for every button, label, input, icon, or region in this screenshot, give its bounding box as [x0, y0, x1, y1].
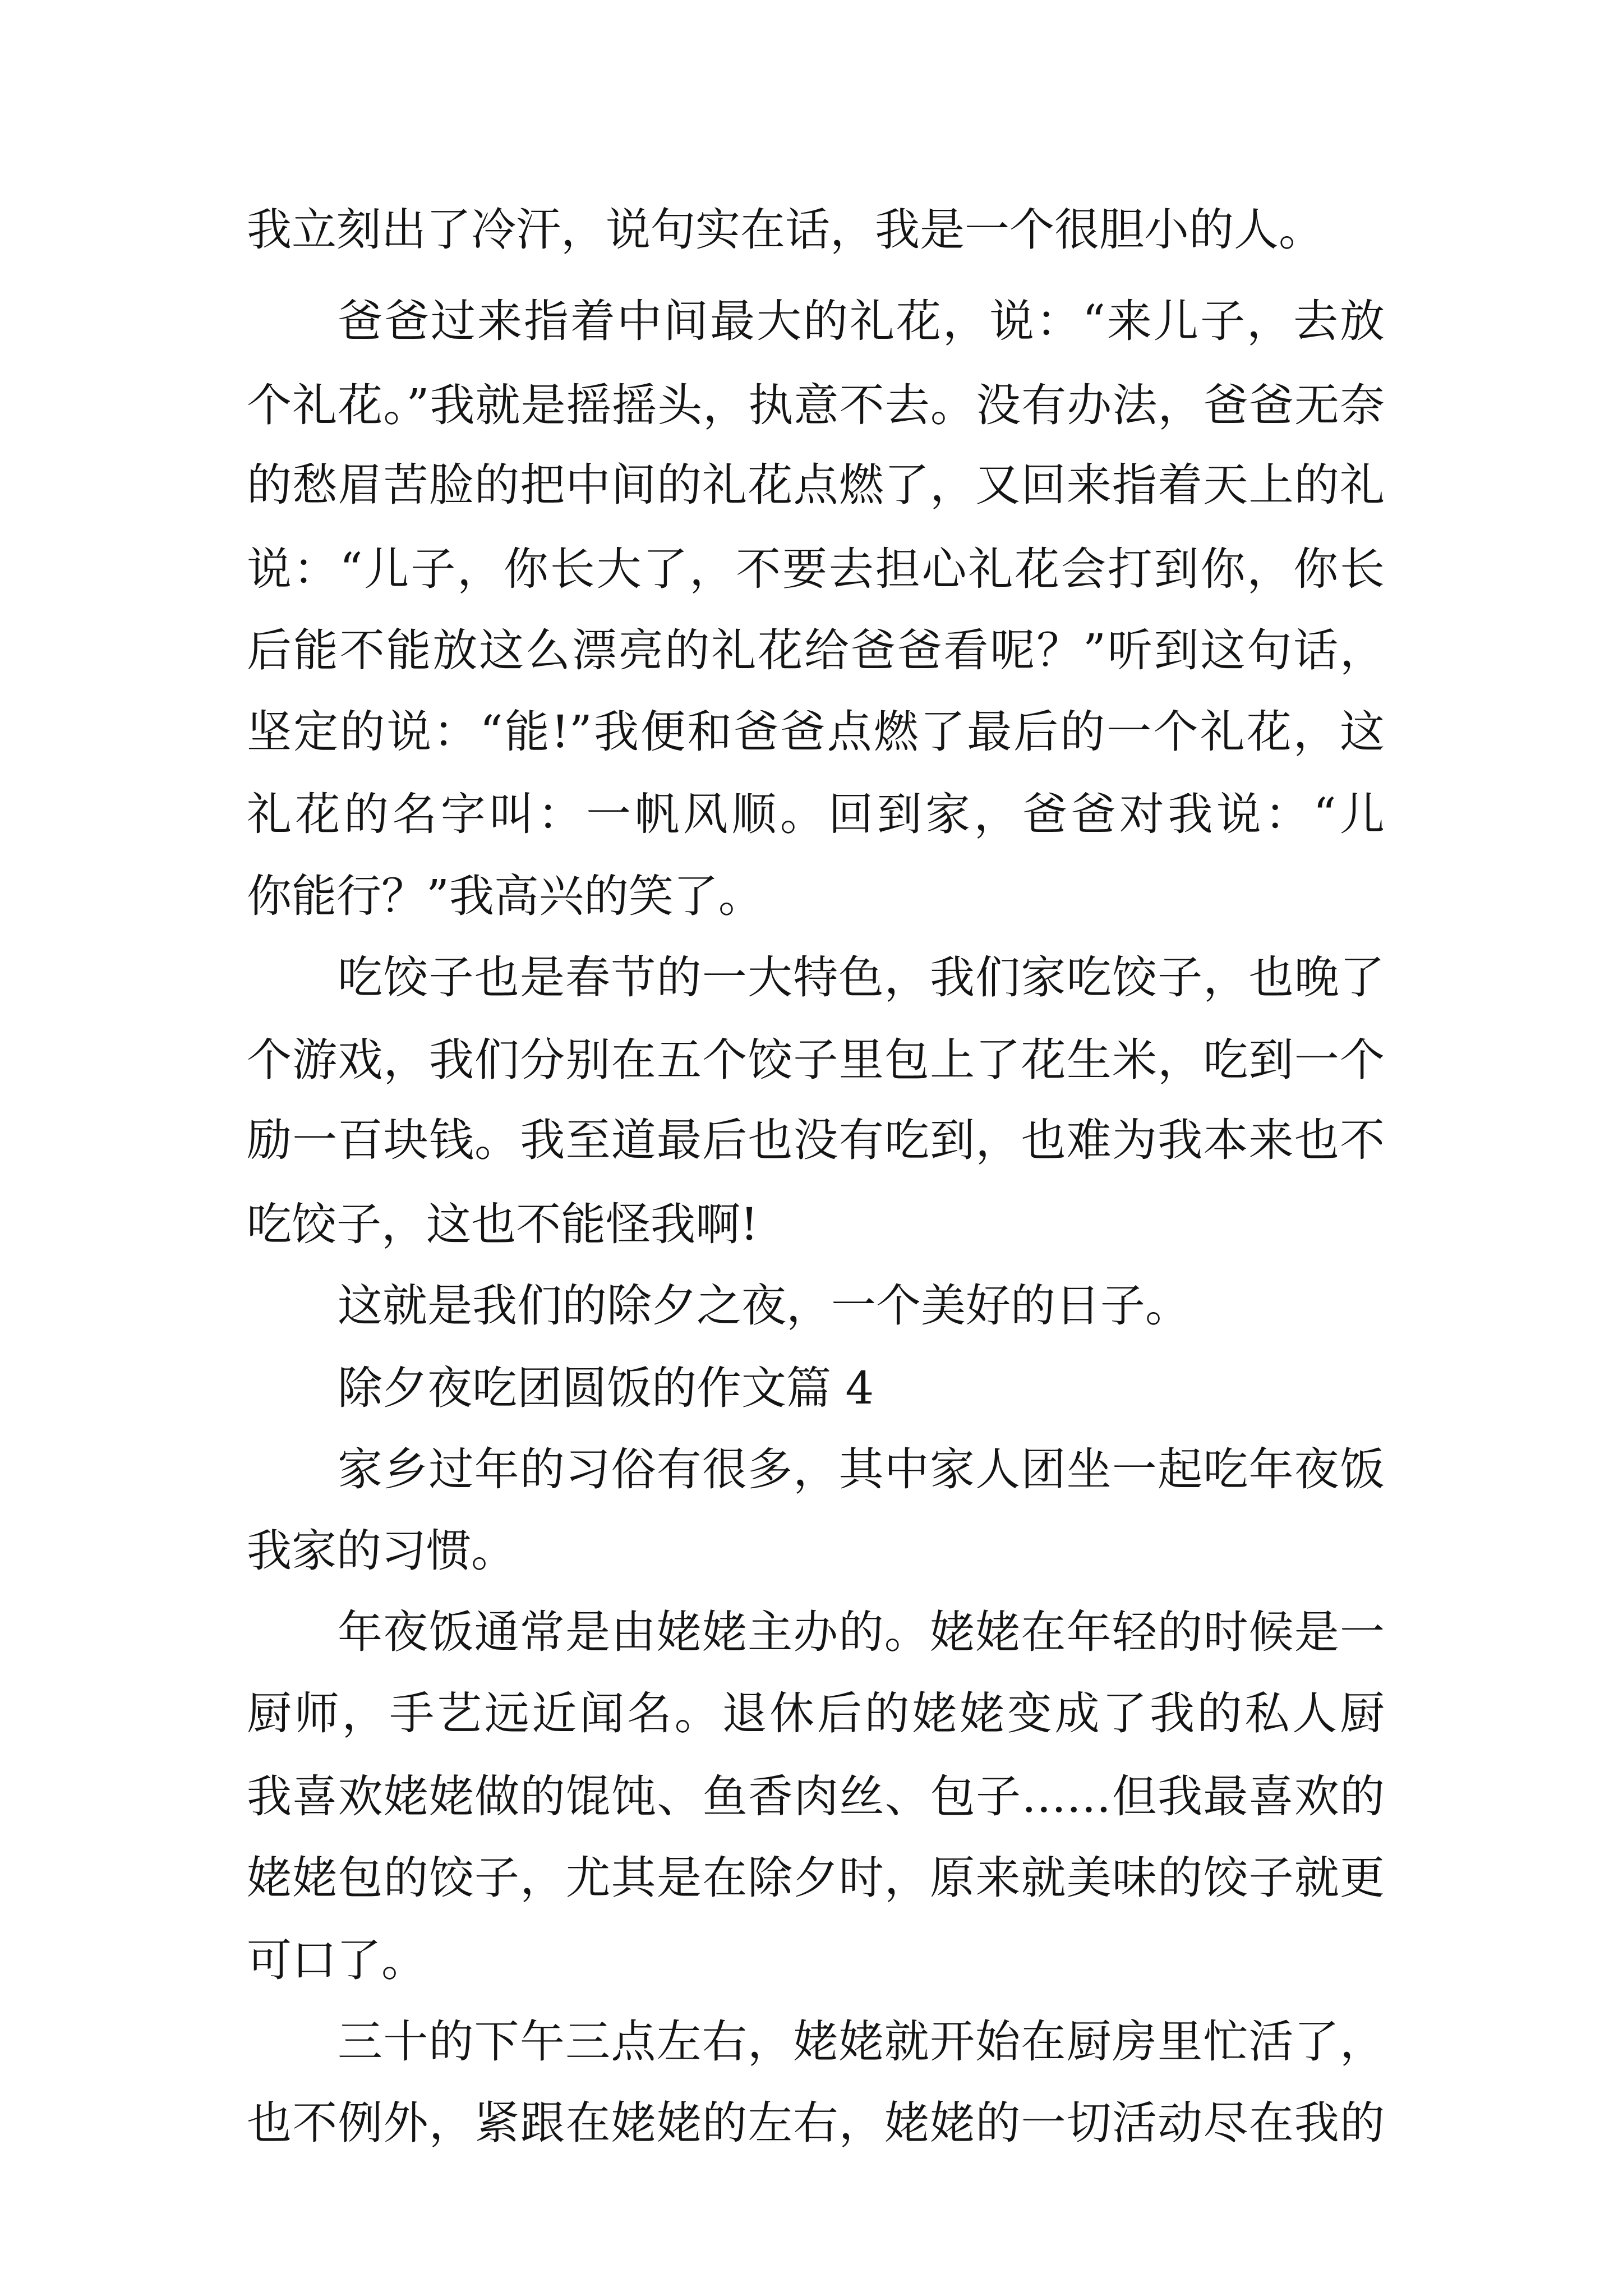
text-line: 姥姥包的饺子，尤其是在除夕时，原来就美味的饺子就更	[247, 1852, 1385, 1904]
text-line: 也不例外，紧跟在姥姥的左右，姥姥的一切活动尽在我的	[247, 2097, 1385, 2149]
paragraph-start-line: 吃饺子也是春节的一大特色，我们家吃饺子，也晚了	[338, 951, 1385, 1004]
paragraph-start-line: 爸爸过来指着中间最大的礼花，说：“来儿子，去放	[338, 295, 1385, 347]
text-line: 后能不能放这么漂亮的礼花给爸爸看呢？”听到这句话，	[247, 624, 1385, 677]
text-line: 吃饺子，这也不能怪我啊!	[247, 1198, 759, 1250]
text-line: 我喜欢姥姥做的馄饨、鱼香肉丝、包子……但我最喜欢的	[247, 1770, 1385, 1823]
text-line: 坚定的说：“能!”我便和爸爸点燃了最后的一个礼花，这	[247, 706, 1385, 758]
text-line: 我立刻出了冷汗，说句实在话，我是一个很胆小的人。	[247, 204, 1324, 256]
paragraph-start-line: 年夜饭通常是由姥姥主办的。姥姥在年轻的时候是一	[338, 1606, 1385, 1658]
paragraph-start-line: 这就是我们的除夕之夜，一个美好的日子。	[338, 1280, 1190, 1332]
text-line: 我家的习惯。	[247, 1525, 516, 1577]
section-heading: 除夕夜吃团圆饭的作文篇 4	[338, 1362, 874, 1414]
text-line: 个游戏，我们分别在五个饺子里包上了花生米，吃到一个	[247, 1034, 1385, 1086]
text-line: 说：“儿子，你长大了，不要去担心礼花会打到你，你长	[247, 543, 1385, 595]
text-line: 个礼花。”我就是摇摇头，执意不去。没有办法，爸爸无奈	[247, 379, 1385, 431]
text-line: 的愁眉苦脸的把中间的礼花点燃了，又回来指着天上的礼	[247, 459, 1385, 511]
paragraph-start-line: 三十的下午三点左右，姥姥就开始在厨房里忙活了，	[338, 2016, 1385, 2068]
text-line: 你能行？”我高兴的笑了。	[247, 870, 763, 922]
text-line: 励一百块钱。我至道最后也没有吃到，也难为我本来也不	[247, 1114, 1385, 1166]
text-line: 可口了。	[247, 1934, 426, 1986]
paragraph-start-line: 家乡过年的习俗有很多，其中家人团坐一起吃年夜饭	[338, 1443, 1385, 1496]
text-line: 厨师，手艺远近闻名。退休后的姥姥变成了我的私人厨	[247, 1687, 1385, 1740]
text-line: 礼花的名字叫：一帆风顺。回到家，爸爸对我说：“儿	[247, 788, 1385, 840]
